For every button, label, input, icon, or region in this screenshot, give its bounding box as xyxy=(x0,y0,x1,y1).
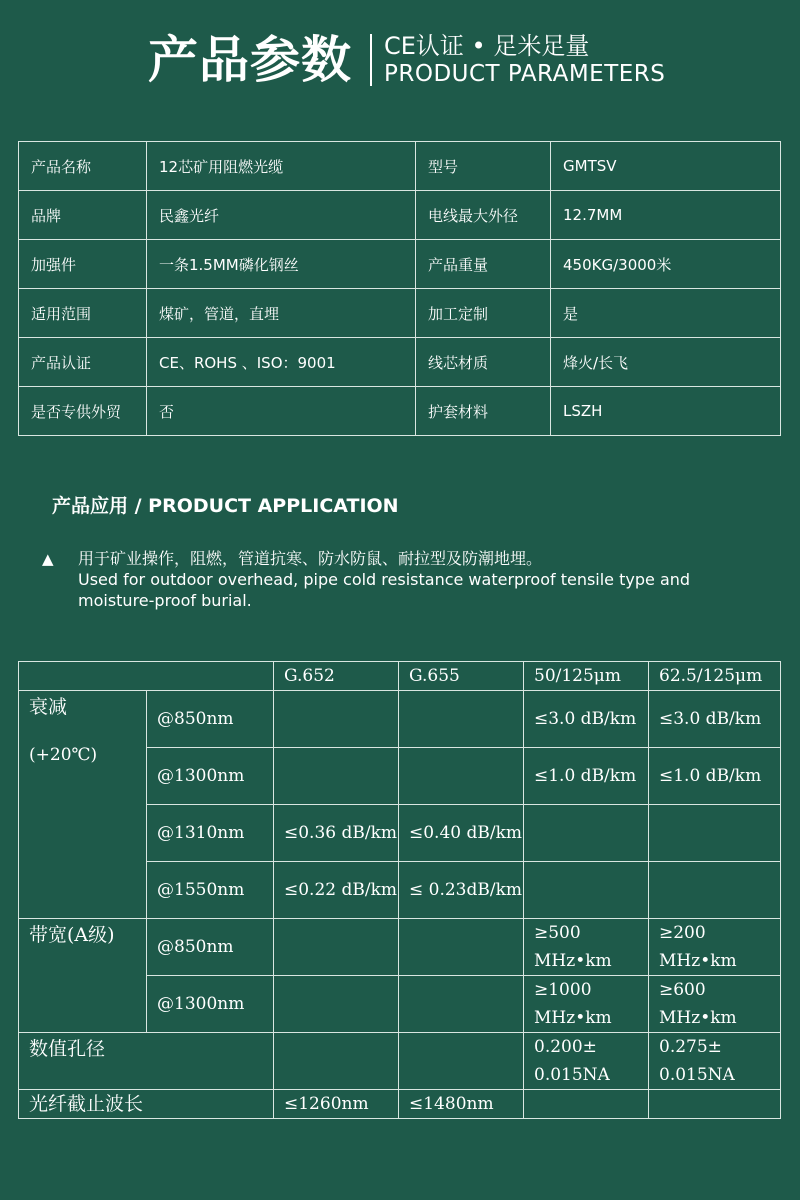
spec-cell xyxy=(524,1090,649,1119)
param-row xyxy=(19,191,781,240)
spec-cell: 0.200± 0.015NA xyxy=(524,1033,649,1090)
spec-cell: ≤1.0 dB/km xyxy=(524,748,649,805)
application-text-en-1: Used for outdoor overhead, pipe cold resistance waterproof tensile type and xyxy=(78,570,691,589)
application-text-en-2: moisture-proof burial. xyxy=(78,591,252,610)
param-label: 产品名称 xyxy=(19,142,147,191)
spec-row xyxy=(19,691,781,748)
spec-header-g655: G.655 xyxy=(399,662,524,691)
spec-cell: @850nm xyxy=(147,691,274,748)
param-value: 一条1.5MM磷化钢丝 xyxy=(147,240,416,289)
param-row xyxy=(19,387,781,436)
param-label: 加工定制 xyxy=(416,289,551,338)
param-value: 12.7MM xyxy=(551,191,781,240)
spec-cell: @850nm xyxy=(147,919,274,976)
spec-cell: ≤0.40 dB/km xyxy=(399,805,524,862)
spec-header-50-125: 50/125μm xyxy=(524,662,649,691)
param-row xyxy=(19,142,781,191)
spec-cell xyxy=(399,976,524,1033)
spec-cell xyxy=(399,691,524,748)
spec-cell: ≤0.22 dB/km xyxy=(274,862,399,919)
application-text-cn: 用于矿业操作，阻燃，管道抗寒、防水防鼠、耐拉型及防潮地埋。 xyxy=(78,549,543,568)
param-label: 是否专供外贸 xyxy=(19,387,147,436)
param-label: 品牌 xyxy=(19,191,147,240)
spec-cell: ≥1000 MHz•km xyxy=(524,976,649,1033)
bandwidth-label: 带宽(A级) xyxy=(19,919,147,1033)
subtitle-en: PRODUCT PARAMETERS xyxy=(384,61,666,87)
param-label: 产品认证 xyxy=(19,338,147,387)
spec-cell: ≤0.36 dB/km xyxy=(274,805,399,862)
spec-row xyxy=(19,1033,781,1090)
param-row xyxy=(19,240,781,289)
spec-cell: ≥600 MHz•km xyxy=(649,976,781,1033)
spec-cell xyxy=(524,862,649,919)
param-label: 护套材料 xyxy=(416,387,551,436)
param-label: 产品重量 xyxy=(416,240,551,289)
spec-row xyxy=(19,1090,781,1119)
spec-cell: ≤3.0 dB/km xyxy=(649,691,781,748)
spec-header-blank xyxy=(19,662,274,691)
spec-row xyxy=(19,919,781,976)
param-value: 煤矿，管道，直埋 xyxy=(147,289,416,338)
spec-cell xyxy=(274,976,399,1033)
spec-cell: @1300nm xyxy=(147,976,274,1033)
spec-cell: ≤ 0.23dB/km xyxy=(399,862,524,919)
param-value: 450KG/3000米 xyxy=(551,240,781,289)
spec-cell: @1310nm xyxy=(147,805,274,862)
spec-cell: ≤1260nm xyxy=(274,1090,399,1119)
spec-cell xyxy=(649,1090,781,1119)
spec-header-g652: G.652 xyxy=(274,662,399,691)
page-title: 产品参数 xyxy=(148,31,352,89)
spec-cell: @1300nm xyxy=(147,748,274,805)
spec-cell: ≤1.0 dB/km xyxy=(649,748,781,805)
param-label: 加强件 xyxy=(19,240,147,289)
page-header xyxy=(0,28,800,90)
spec-cell: ≥200 MHz•km xyxy=(649,919,781,976)
param-value: GMTSV xyxy=(551,142,781,191)
application-heading: 产品应用 / PRODUCT APPLICATION xyxy=(52,495,399,517)
spec-cell: 0.275± 0.015NA xyxy=(649,1033,781,1090)
param-value: 否 xyxy=(147,387,416,436)
spec-cell: ≤1480nm xyxy=(399,1090,524,1119)
parameters-table xyxy=(18,141,781,436)
param-label: 适用范围 xyxy=(19,289,147,338)
spec-cell xyxy=(399,748,524,805)
attenuation-label: 衰减 xyxy=(29,696,68,718)
application-body xyxy=(42,548,762,611)
param-label: 型号 xyxy=(416,142,551,191)
spec-cell xyxy=(649,862,781,919)
spec-cell: ≤3.0 dB/km xyxy=(524,691,649,748)
triangle-bullet-icon: ▲ xyxy=(42,550,54,568)
spec-cell xyxy=(524,805,649,862)
param-value: 烽火/长飞 xyxy=(551,338,781,387)
cutoff-wavelength-label: 光纤截止波长 xyxy=(19,1090,274,1119)
spec-cell: @1550nm xyxy=(147,862,274,919)
spec-header-row xyxy=(19,662,781,691)
numerical-aperture-label: 数值孔径 xyxy=(19,1033,274,1090)
param-label: 电线最大外径 xyxy=(416,191,551,240)
spec-cell xyxy=(399,1033,524,1090)
param-value: 是 xyxy=(551,289,781,338)
param-row xyxy=(19,289,781,338)
param-value: CE、ROHS 、ISO：9001 xyxy=(147,338,416,387)
spec-cell: ≥500 MHz•km xyxy=(524,919,649,976)
spec-cell xyxy=(649,805,781,862)
spec-cell xyxy=(274,748,399,805)
param-value: LSZH xyxy=(551,387,781,436)
param-value: 民鑫光纤 xyxy=(147,191,416,240)
param-label: 线芯材质 xyxy=(416,338,551,387)
spec-cell xyxy=(274,919,399,976)
attenuation-temp: (+20℃) xyxy=(29,745,98,765)
param-row xyxy=(19,338,781,387)
spec-cell xyxy=(274,1033,399,1090)
title-divider xyxy=(370,34,372,86)
attenuation-label-cell xyxy=(19,691,147,919)
spec-cell xyxy=(399,919,524,976)
fiber-spec-table xyxy=(18,661,781,1119)
spec-header-62-5-125: 62.5/125μm xyxy=(649,662,781,691)
subtitle-cn: CE认证 • 足米足量 xyxy=(384,32,590,60)
spec-cell xyxy=(274,691,399,748)
param-value: 12芯矿用阻燃光缆 xyxy=(147,142,416,191)
